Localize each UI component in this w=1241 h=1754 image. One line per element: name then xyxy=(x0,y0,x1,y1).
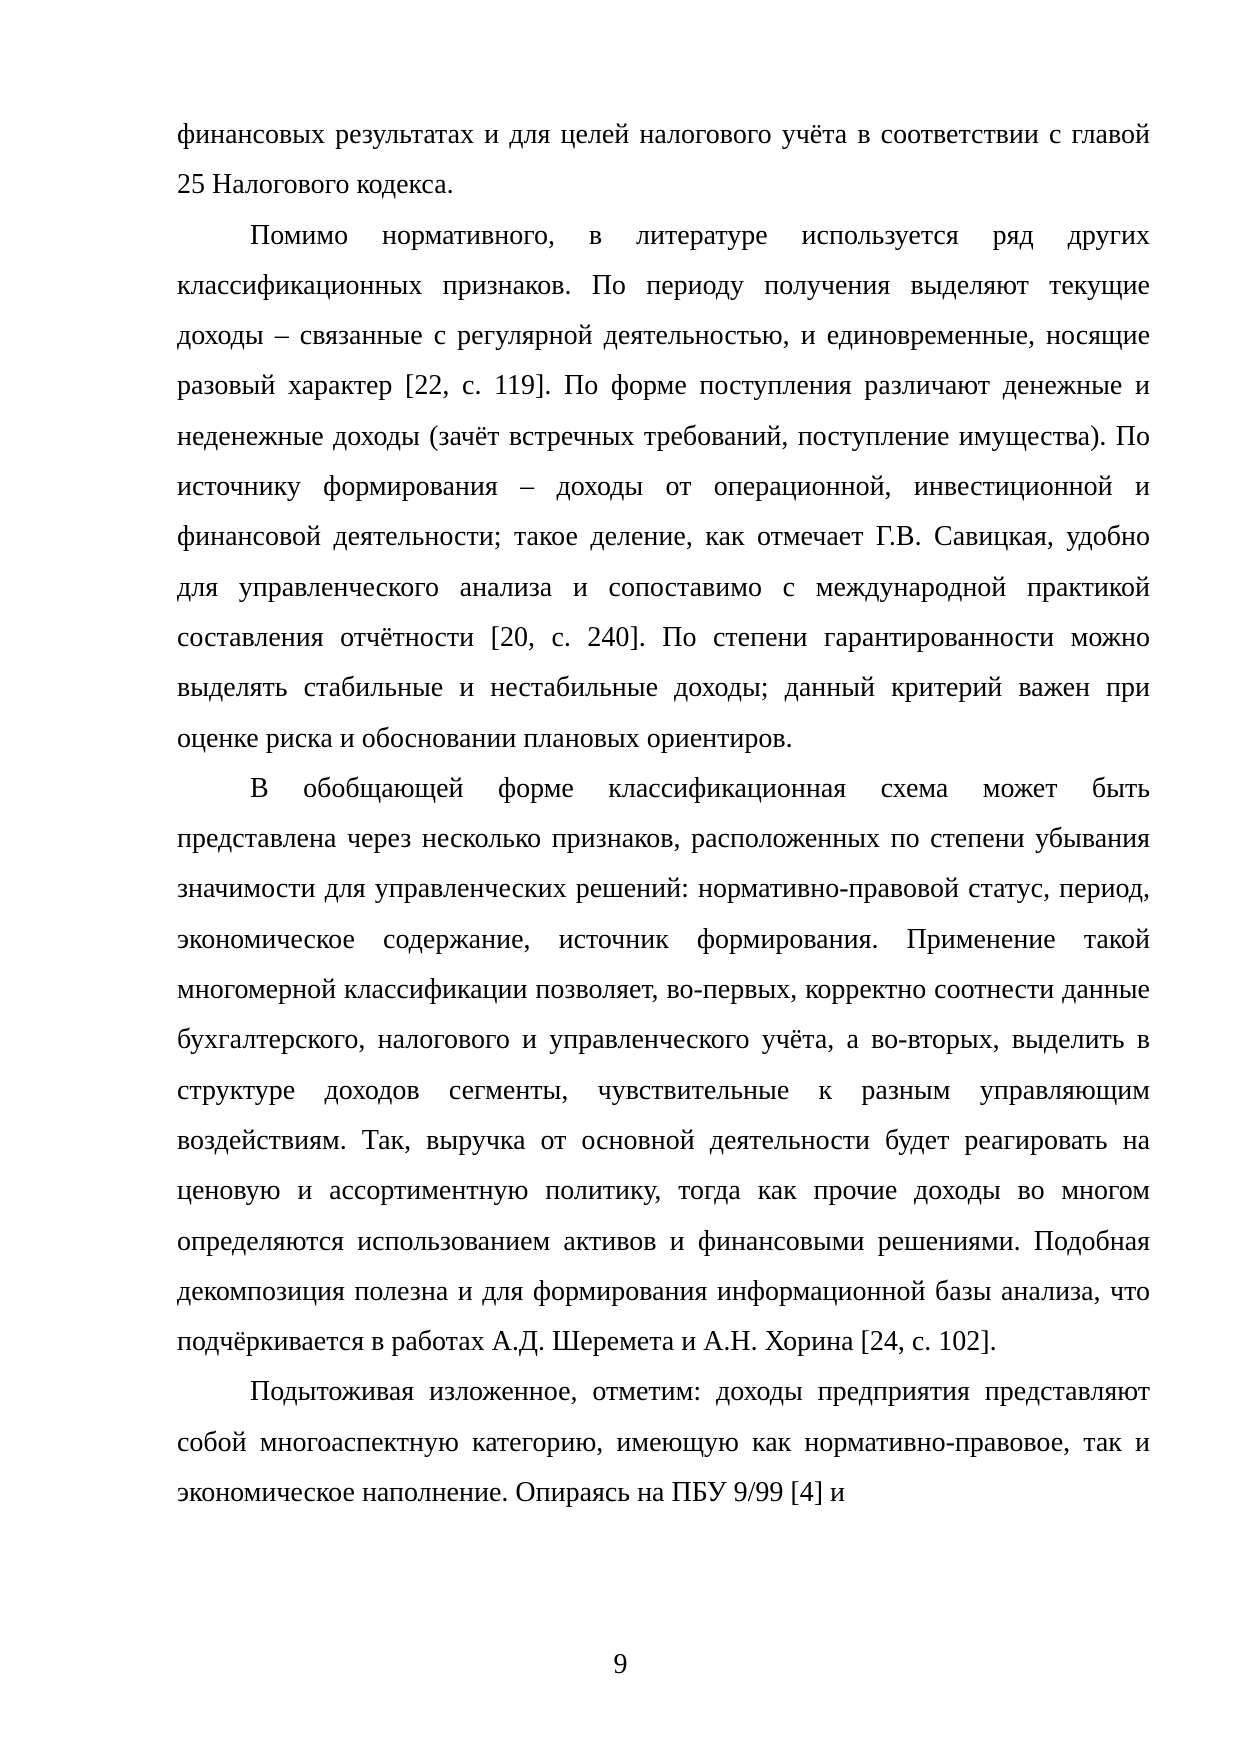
paragraph-classification-features: Помимо нормативного, в литературе используется ряд других классификационных признаков. По периоду получения выделяют текущие доходы – связанные с регулярной деятельностью, и единовременные, носящие разовый характер [22, с. 119]. По форме поступления различают денежные и неденежные доходы (зачёт встречных требований, поступление имущества). По источнику формирования – доходы от операционной, инвестиционной и финансовой деятельности; такое деление, как отмечает Г.В. Савицкая, удобно для управленческого анализа и сопоставимо с международной практикой составления отчётности [20, с. 240]. По степени гарантированности можно выделять стабильные и нестабильные доходы; данный критерий важен при оценке риска и обосновании плановых ориентиров. xyxy=(177,219,1150,754)
page-number: 9 xyxy=(613,1649,628,1680)
paragraph-continuation: финансовых результатах и для целей налогового учёта в соответствии с главой 25 Налогового кодекса. xyxy=(177,119,1150,201)
paragraph-classification-scheme: В обобщающей форме классификационная схема может быть представлена через несколько признаков, расположенных по степени убывания значимости для управленческих решений: нормативно-правовой статус, период, экономическое содержание, источник формирования. Применение такой многомерной классификации позволяет, во-первых, корректно соотнести данные бухгалтерского, налогового и управленческого учёта, а во-вторых, выделить в структуре доходов сегменты, чувствительные к разным управляющим воздействиям. Так, выручка от основной деятельности будет реагировать на ценовую и ассортиментную политику, тогда как прочие доходы во многом определяются использованием активов и финансовыми решениями. Подобная декомпозиция полезна и для формирования информационной базы анализа, что подчёркивается в работах А.Д. Шеремета и А.Н. Хорина [24, с. 102]. xyxy=(177,772,1150,1358)
body-text xyxy=(177,110,1150,1518)
paragraph-summary: Подытоживая изложенное, отметим: доходы предприятия представляют собой многоаспектную категорию, имеющую как нормативно-правовое, так и экономическое наполнение. Опираясь на ПБУ 9/99 [4] и xyxy=(177,1376,1150,1509)
